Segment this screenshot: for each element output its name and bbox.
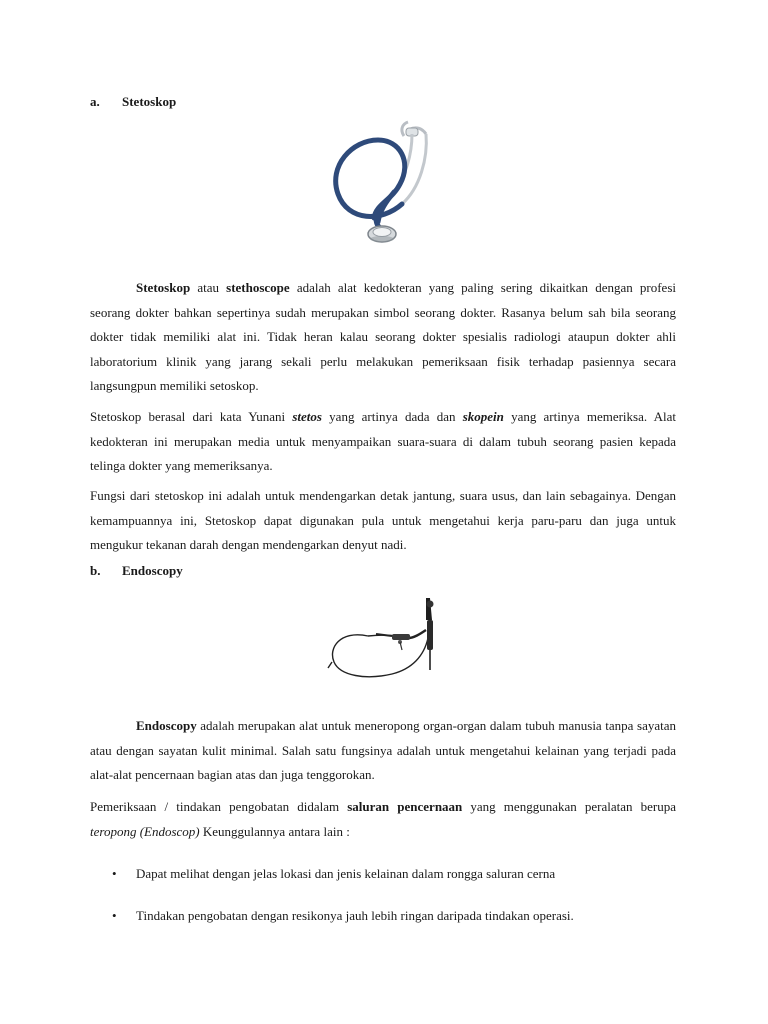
paragraph-text: yang artinya memeriksa. Alat kedokteran ini merupakan media untuk menyampaikan suara-suara di dalam tubuh seorang pasien kepada telinga dokter yang memeriksanya. [90, 409, 676, 473]
section-b-number: b. [90, 563, 101, 578]
endoscope-image [326, 590, 444, 682]
paragraph-text: Fungsi dari stetoskop ini adalah untuk mendengarkan detak jantung, suara usus, dan lain sebagainya. Dengan kemampuannya ini, Stetoskop dapat digunakan pula untuk mengetahui kerja paru-paru dan juga untuk mengukur tekanan darah dengan mendengarkan denyut nadi. [90, 488, 676, 552]
list-item [112, 866, 555, 882]
section-b-title: Endoscopy [122, 563, 183, 578]
term-stethoscope: stethoscope [226, 280, 290, 295]
term-stetoskop: Stetoskop [136, 280, 191, 295]
paragraph-text: adalah alat kedokteran yang paling sering dikaitkan dengan profesi seorang dokter bahkan sepertinya sudah merupakan simbol seorang dokter. Rasanya belum sah bila seorang dokter tidak memiliki alat ini. Tidak heran kalau seorang dokter spesialis radiologi ataupun dokter ahli laboratorium klinik yang jarang sekali perlu melakukan pemeriksaan fisik terhadap pasiennya secara langsungpun memiliki setoskop. [90, 280, 676, 393]
term-saluran-pencernaan: saluran pencernaan [347, 799, 463, 814]
section-b-heading [90, 563, 183, 579]
list-item-text: Tindakan pengobatan dengan resikonya jauh lebih ringan daripada tindakan operasi. [136, 908, 574, 923]
paragraph-text: yang artinya dada dan [321, 409, 463, 424]
section-a-paragraph-1 [90, 276, 676, 399]
term-stetos: stetos [292, 409, 322, 424]
section-a-number: a. [90, 94, 100, 109]
section-a-paragraph-3 [90, 484, 676, 558]
endoscope-icon [326, 590, 444, 682]
term-skopein: skopein [462, 409, 504, 424]
list-item-text: Dapat melihat dengan jelas lokasi dan jenis kelainan dalam rongga saluran cerna [136, 866, 556, 881]
section-b-paragraph-1 [90, 714, 676, 788]
paragraph-text: atau [190, 280, 227, 295]
term-endoscopy: Endoscopy [136, 718, 197, 733]
bullet-icon: • [112, 908, 117, 923]
term-teropong: teropong (Endoscop) [90, 823, 200, 839]
paragraph-text: adalah merupakan alat untuk meneropong organ-organ dalam tubuh manusia tanpa sayatan atau dengan sayatan kulit minimal. Salah satu fungsinya adalah untuk mengetahui kelainan yang terjadi pada alat-alat pencernaan bagian atas dan juga tenggorokan. [90, 718, 676, 782]
section-b-paragraph-2 [90, 795, 676, 844]
stethoscope-icon [330, 118, 434, 250]
paragraph-text: Pemeriksaan / tindakan pengobatan didalam [90, 799, 348, 814]
stethoscope-image [330, 118, 434, 250]
section-a-title: Stetoskop [122, 94, 177, 109]
bullet-icon: • [112, 866, 117, 881]
paragraph-text: yang menggunakan peralatan berupa [462, 799, 676, 814]
section-a-heading [90, 94, 176, 110]
paragraph-text: Stetoskop berasal dari kata Yunani [90, 409, 293, 424]
paragraph-text: Keunggulannya antara lain : [199, 823, 350, 839]
list-item [112, 908, 574, 924]
section-a-paragraph-2 [90, 405, 676, 479]
